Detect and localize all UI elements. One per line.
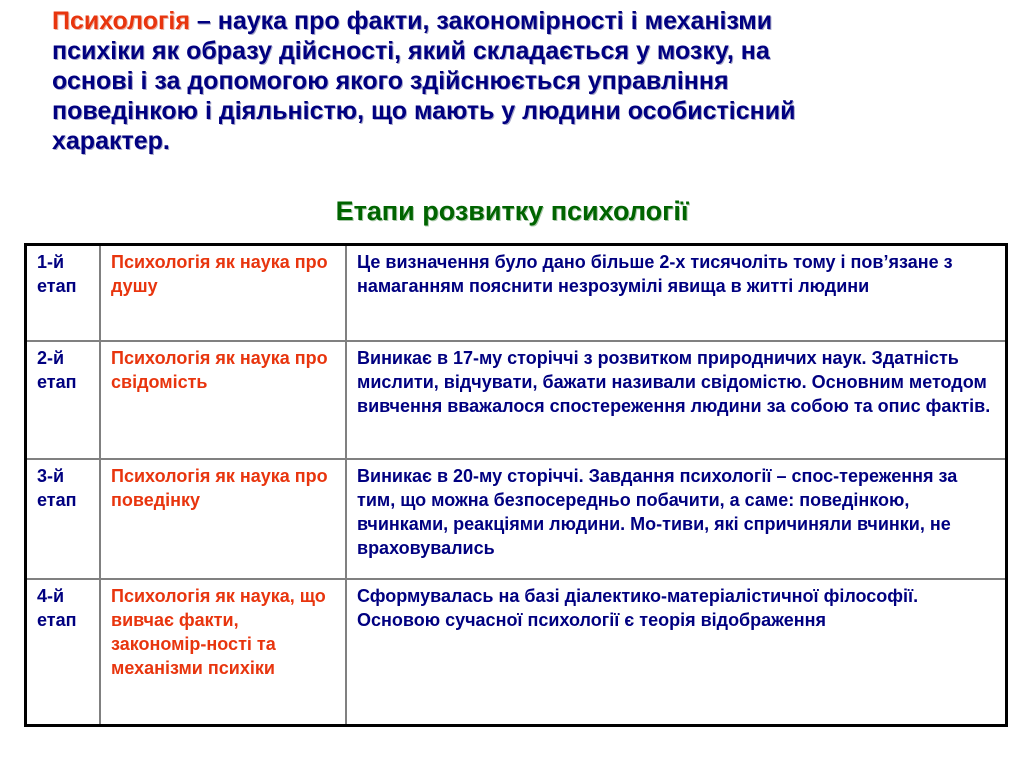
stages-table — [24, 243, 1008, 727]
stage-name: Психологія як наука, що вивчає факти, закономіp-ності та механізми психіки — [101, 580, 347, 724]
stage-number-cell — [27, 246, 101, 342]
stage-number-cell — [27, 580, 101, 724]
definition-paragraph — [52, 6, 852, 156]
stage-number-cell — [27, 342, 101, 460]
stage-word: етап — [37, 610, 77, 630]
stage-number-cell — [27, 460, 101, 580]
stage-number: 1-й — [37, 252, 65, 272]
stage-name: Психологія як наука про душу — [101, 246, 347, 342]
stage-number: 3-й — [37, 466, 65, 486]
definition-text: – наука про факти, закономірності і механізми психіки як образу дійсності, який складається у мозку, на основі і за допомогою якого здійснюється управління поведінкою і діяльністю, що мають у людини особистісний характер. — [52, 7, 796, 155]
stage-word: етап — [37, 490, 77, 510]
stage-number: 4-й — [37, 586, 65, 606]
stage-word: етап — [37, 372, 77, 392]
stage-name: Психологія як наука про свідомість — [101, 342, 347, 460]
table-row — [27, 246, 1005, 342]
stage-name: Психологія як наука про поведінку — [101, 460, 347, 580]
table-row — [27, 580, 1005, 724]
definition-term: Психологія — [52, 7, 190, 35]
table-row — [27, 460, 1005, 580]
table-row — [27, 342, 1005, 460]
stage-description: Виникає в 20-му сторіччі. Завдання психології – спос-тереження за тим, що можна безпосередньо побачити, а саме: поведінкою, вчинками, реакціями людини. Мо-тиви, які спричиняли вчинки, не враховувались — [347, 460, 1005, 580]
stage-description: Виникає в 17-му сторіччі з розвитком природничих наук. Здатність мислити, відчувати, бажати називали свідомістю. Основним методом вивчення вважалося спостереження людини за собою та опис фактів. — [347, 342, 1005, 460]
stage-description: Це визначення було дано більше 2-х тисячоліть тому і пов’язане з намаганням пояснити незрозумілі явища в житті людини — [347, 246, 1005, 342]
stage-word: етап — [37, 276, 77, 296]
stages-title: Етапи розвитку психології — [335, 196, 689, 226]
stage-description: Сформувалась на базі діалектико-матеріалістичної філософії. Основою сучасної психології є теорія відображення — [357, 586, 919, 630]
stage-number: 2-й — [37, 348, 65, 368]
